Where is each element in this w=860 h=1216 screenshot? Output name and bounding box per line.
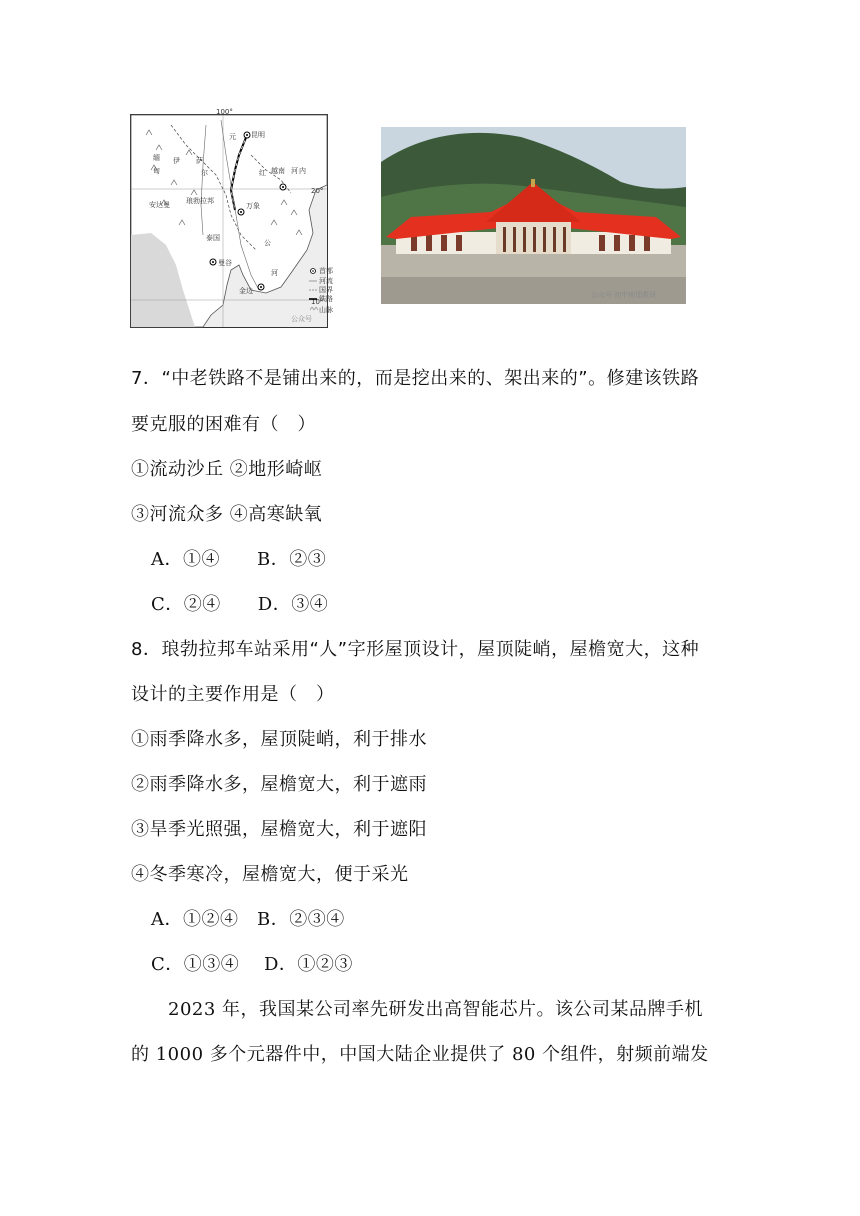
q8-option-3: ③旱季光照强，屋檐宽大，利于遮阳 xyxy=(131,819,427,840)
place-he: 河 xyxy=(291,167,298,175)
place-yi: 伊 xyxy=(173,157,180,165)
legend-border: 国界 xyxy=(319,286,333,294)
legend-capital: 首都 xyxy=(319,267,333,275)
passage-line2: 的 1000 多个元器件中，中国大陆企业提供了 80 个组件，射频前端发 xyxy=(131,1044,709,1065)
q7-stem-line2: 要克服的困难有（ ） xyxy=(131,414,316,435)
legend-river: 河流 xyxy=(319,277,333,285)
place-yuan: 元 xyxy=(229,133,236,141)
place-mangu: 曼谷 xyxy=(218,259,232,267)
place-gong: 公 xyxy=(264,239,271,247)
photo-watermark: 公众号·初中地理教研 xyxy=(591,291,657,299)
place-hong: 红 xyxy=(259,169,266,177)
q7-choices-cd: C．②④ D．③④ xyxy=(151,594,329,615)
place-vietnam: 越南 xyxy=(271,167,285,175)
q7-stem-line1: 7．“中老铁路不是铺出来的，而是挖出来的、架出来的”。修建该铁路 xyxy=(131,368,700,389)
q8-stem-line2: 设计的主要作用是（ ） xyxy=(131,684,335,705)
legend-railway: 铁路 xyxy=(319,295,333,303)
place-wanxiang: 万象 xyxy=(246,202,260,210)
station-illustration xyxy=(381,127,686,304)
place-nei: 内 xyxy=(299,167,306,175)
map-figure xyxy=(130,108,333,328)
place-langbola: 琅勃拉邦 xyxy=(186,197,214,205)
place-thailand: 泰国 xyxy=(206,234,220,242)
q8-option-4: ④冬季寒冷，屋檐宽大，便于采光 xyxy=(131,864,409,885)
q8-option-1: ①雨季降水多，屋顶陡峭，利于排水 xyxy=(131,729,427,750)
place-andaman: 安达曼 xyxy=(149,201,170,209)
place-he2: 河 xyxy=(271,269,278,277)
lat-label-20: 20° xyxy=(311,187,324,195)
station-photo xyxy=(381,127,686,304)
lat-label-10: 10° xyxy=(311,298,324,306)
q8-stem-line1: 8．琅勃拉邦车站采用“人”字形屋顶设计，屋顶陡峭，屋檐宽大，这种 xyxy=(131,639,700,660)
lon-label: 100° xyxy=(216,108,233,116)
place-erwa: 尔 xyxy=(201,169,208,177)
place-miandian-2: 甸 xyxy=(153,167,160,175)
q8-choices-ab: A．①②④ B．②③④ xyxy=(151,909,345,930)
place-jinbian: 金边 xyxy=(239,287,253,295)
q8-choices-cd: C．①③④ D．①②③ xyxy=(151,954,353,975)
q7-options-line1: ①流动沙丘 ②地形崎岖 xyxy=(131,459,323,480)
map-watermark: 公众号 xyxy=(291,315,312,323)
place-sa: 萨 xyxy=(196,157,203,165)
q7-options-line2: ③河流众多 ④高寒缺氧 xyxy=(131,504,323,525)
legend-mountain: 山脉 xyxy=(319,306,333,314)
q7-choices-ab: A．①④ B．②③ xyxy=(151,549,327,570)
passage-line1: 2023 年，我国某公司率先研发出高智能芯片。该公司某品牌手机 xyxy=(131,999,704,1020)
indochina-map xyxy=(131,108,333,327)
place-kunming: 昆明 xyxy=(251,131,265,139)
place-miandian-1: 缅 xyxy=(153,154,160,162)
q8-option-2: ②雨季降水多，屋檐宽大，利于遮雨 xyxy=(131,774,427,795)
